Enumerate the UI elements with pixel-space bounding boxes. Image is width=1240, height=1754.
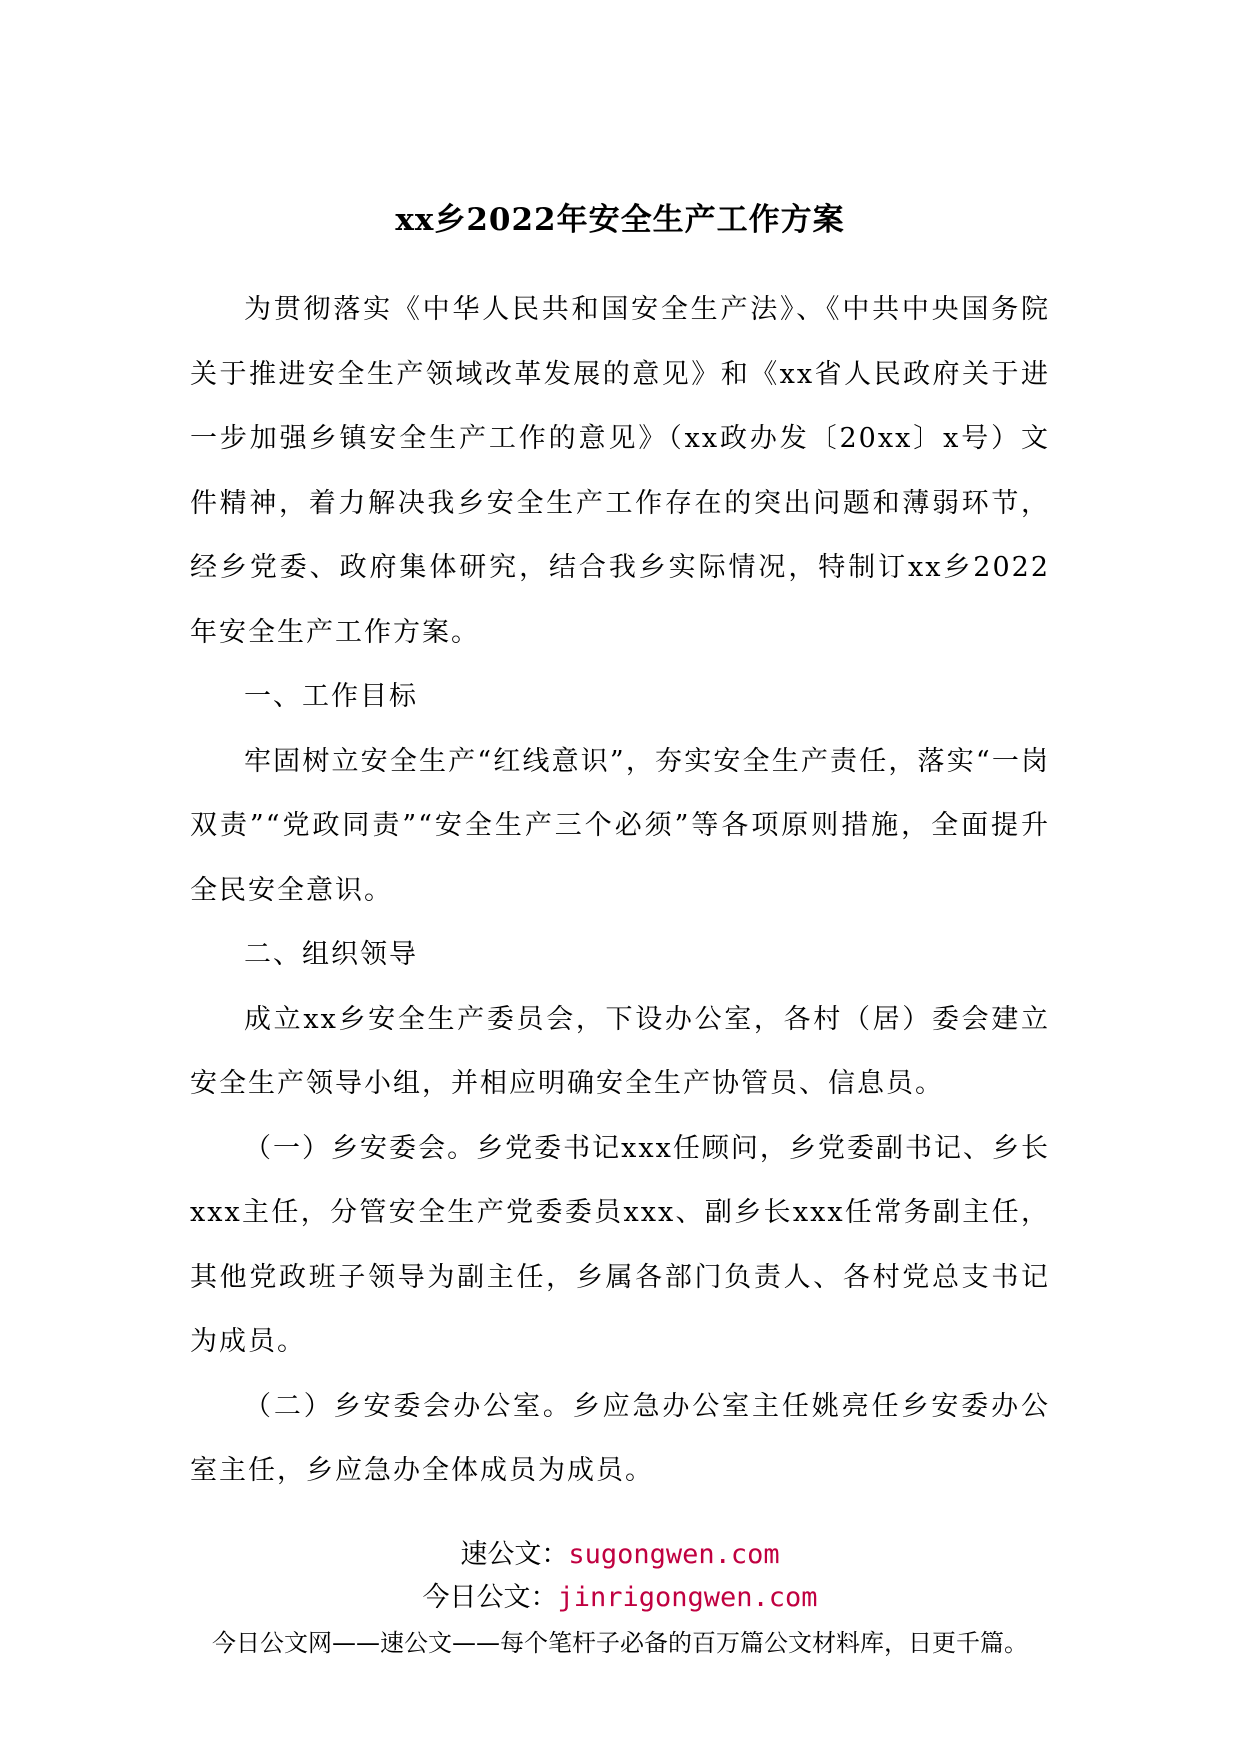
footer-jinrigongwen [0, 1580, 1240, 1616]
section-heading-goals: 一、工作目标 [244, 681, 418, 712]
committee-office-paragraph: （二）乡安委会办公室。乡应急办公室主任姚亮任乡安委办公室主任，乡应急办全体成员为成员。 [190, 1390, 1050, 1486]
footer-sugongwen [0, 1537, 1240, 1573]
intro-paragraph: 为贯彻落实《中华人民共和国安全生产法》、《中共中央国务院关于推进安全生产领域改革发展的意见》和《xx省人民政府关于进一步加强乡镇安全生产工作的意见》（xx政办发〔20xx〕x号）文件精神，着力解决我乡安全生产工作存在的突出问题和薄弱环节，经乡党委、政府集体研究，结合我乡实际情况，特制订xx乡2022年安全生产工作方案。 [190, 294, 1050, 648]
document-title: xx乡2022年安全生产工作方案 [395, 202, 845, 238]
footer-jinrigongwen-label: 今日公文： [422, 1582, 558, 1613]
goals-paragraph: 牢固树立安全生产“红线意识”，夯实安全生产责任，落实“一岗双责”“党政同责”“安全生产三个必须”等各项原则措施，全面提升全民安全意识。 [190, 745, 1050, 906]
document-body [190, 278, 1050, 1504]
organization-paragraph: 成立xx乡安全生产委员会，下设办公室，各村（居）委会建立安全生产领导小组，并相应明确安全生产协管员、信息员。 [190, 1003, 1050, 1099]
section-heading-organization: 二、组织领导 [244, 939, 418, 970]
committee-paragraph: （一）乡安委会。乡党委书记xxx任顾问，乡党委副书记、乡长xxx主任，分管安全生产党委委员xxx、副乡长xxx任常务副主任，其他党政班子领导为副主任，乡属各部门负责人、各村党总支书记为成员。 [190, 1132, 1050, 1357]
footer-jinrigongwen-link[interactable]: jinrigongwen.com [557, 1582, 818, 1613]
footer-sugongwen-link[interactable]: sugongwen.com [568, 1539, 780, 1570]
footer-slogan: 今日公文网——速公文——每个笔杆子必备的百万篇公文材料库，日更千篇。 [212, 1629, 1028, 1657]
footer-sugongwen-label: 速公文： [460, 1539, 569, 1570]
